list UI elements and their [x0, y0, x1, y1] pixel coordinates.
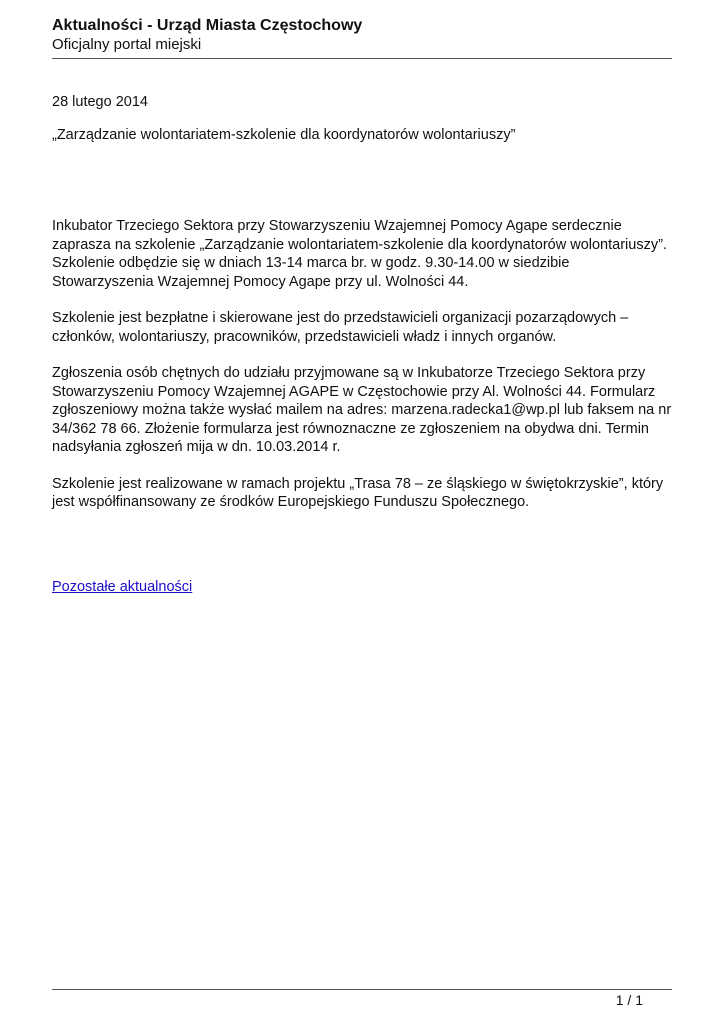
article-date: 28 lutego 2014	[52, 94, 148, 110]
article-title: „Zarządzanie wolontariatem-szkolenie dla koordynatorów wolontariuszy”	[52, 126, 516, 143]
footer-divider	[52, 989, 672, 990]
article-paragraph-3: Zgłoszenia osób chętnych do udziału przyjmowane są w Inkubatorze Trzeciego Sektora przy Stowarzyszeniu Pomocy Wzajemnej AGAPE w Częstochowie przy Al. Wolności 44. Formularz zgłoszeniowy można także wysłać mailem na adres: marzena.radecka1@wp.pl lub faksem na nr 34/362 78 66. Złożenie formularza jest równoznaczne ze zgłoszeniem na obydwa dni. Termin nadsyłania zgłoszeń mija w dn. 10.03.2014 r.	[52, 365, 672, 455]
page-header	[52, 16, 672, 55]
site-title: Aktualności - Urząd Miasta Częstochowy	[52, 17, 363, 34]
article-paragraph-1: Inkubator Trzeciego Sektora przy Stowarzyszeniu Wzajemnej Pomocy Agape serdecznie zaprasza na szkolenie „Zarządzanie wolontariatem-szkolenie dla koordynatorów wolontariuszy”. Szkolenie odbędzie się w dniach 13-14 marca br. w godz. 9.30-14.00 w siedzibie Stowarzyszenia Wzajemnej Pomocy Agape przy ul. Wolności 44.	[52, 218, 667, 290]
header-divider	[52, 58, 672, 59]
article-paragraph-4: Szkolenie jest realizowane w ramach projektu „Trasa 78 – ze śląskiego w świętokrzyskie”, który jest współfinansowany ze środków Europejskiego Funduszu Społecznego.	[52, 475, 664, 510]
page-number: 1 / 1	[615, 992, 643, 1008]
more-news-link[interactable]: Pozostałe aktualności	[52, 578, 193, 595]
site-subtitle: Oficjalny portal miejski	[52, 36, 202, 53]
article	[52, 93, 672, 596]
article-paragraph-2: Szkolenie jest bezpłatne i skierowane jest do przedstawicieli organizacji pozarządowych – członków, wolontariuszy, pracowników, przedstawicieli władz i innych organów.	[52, 310, 629, 345]
